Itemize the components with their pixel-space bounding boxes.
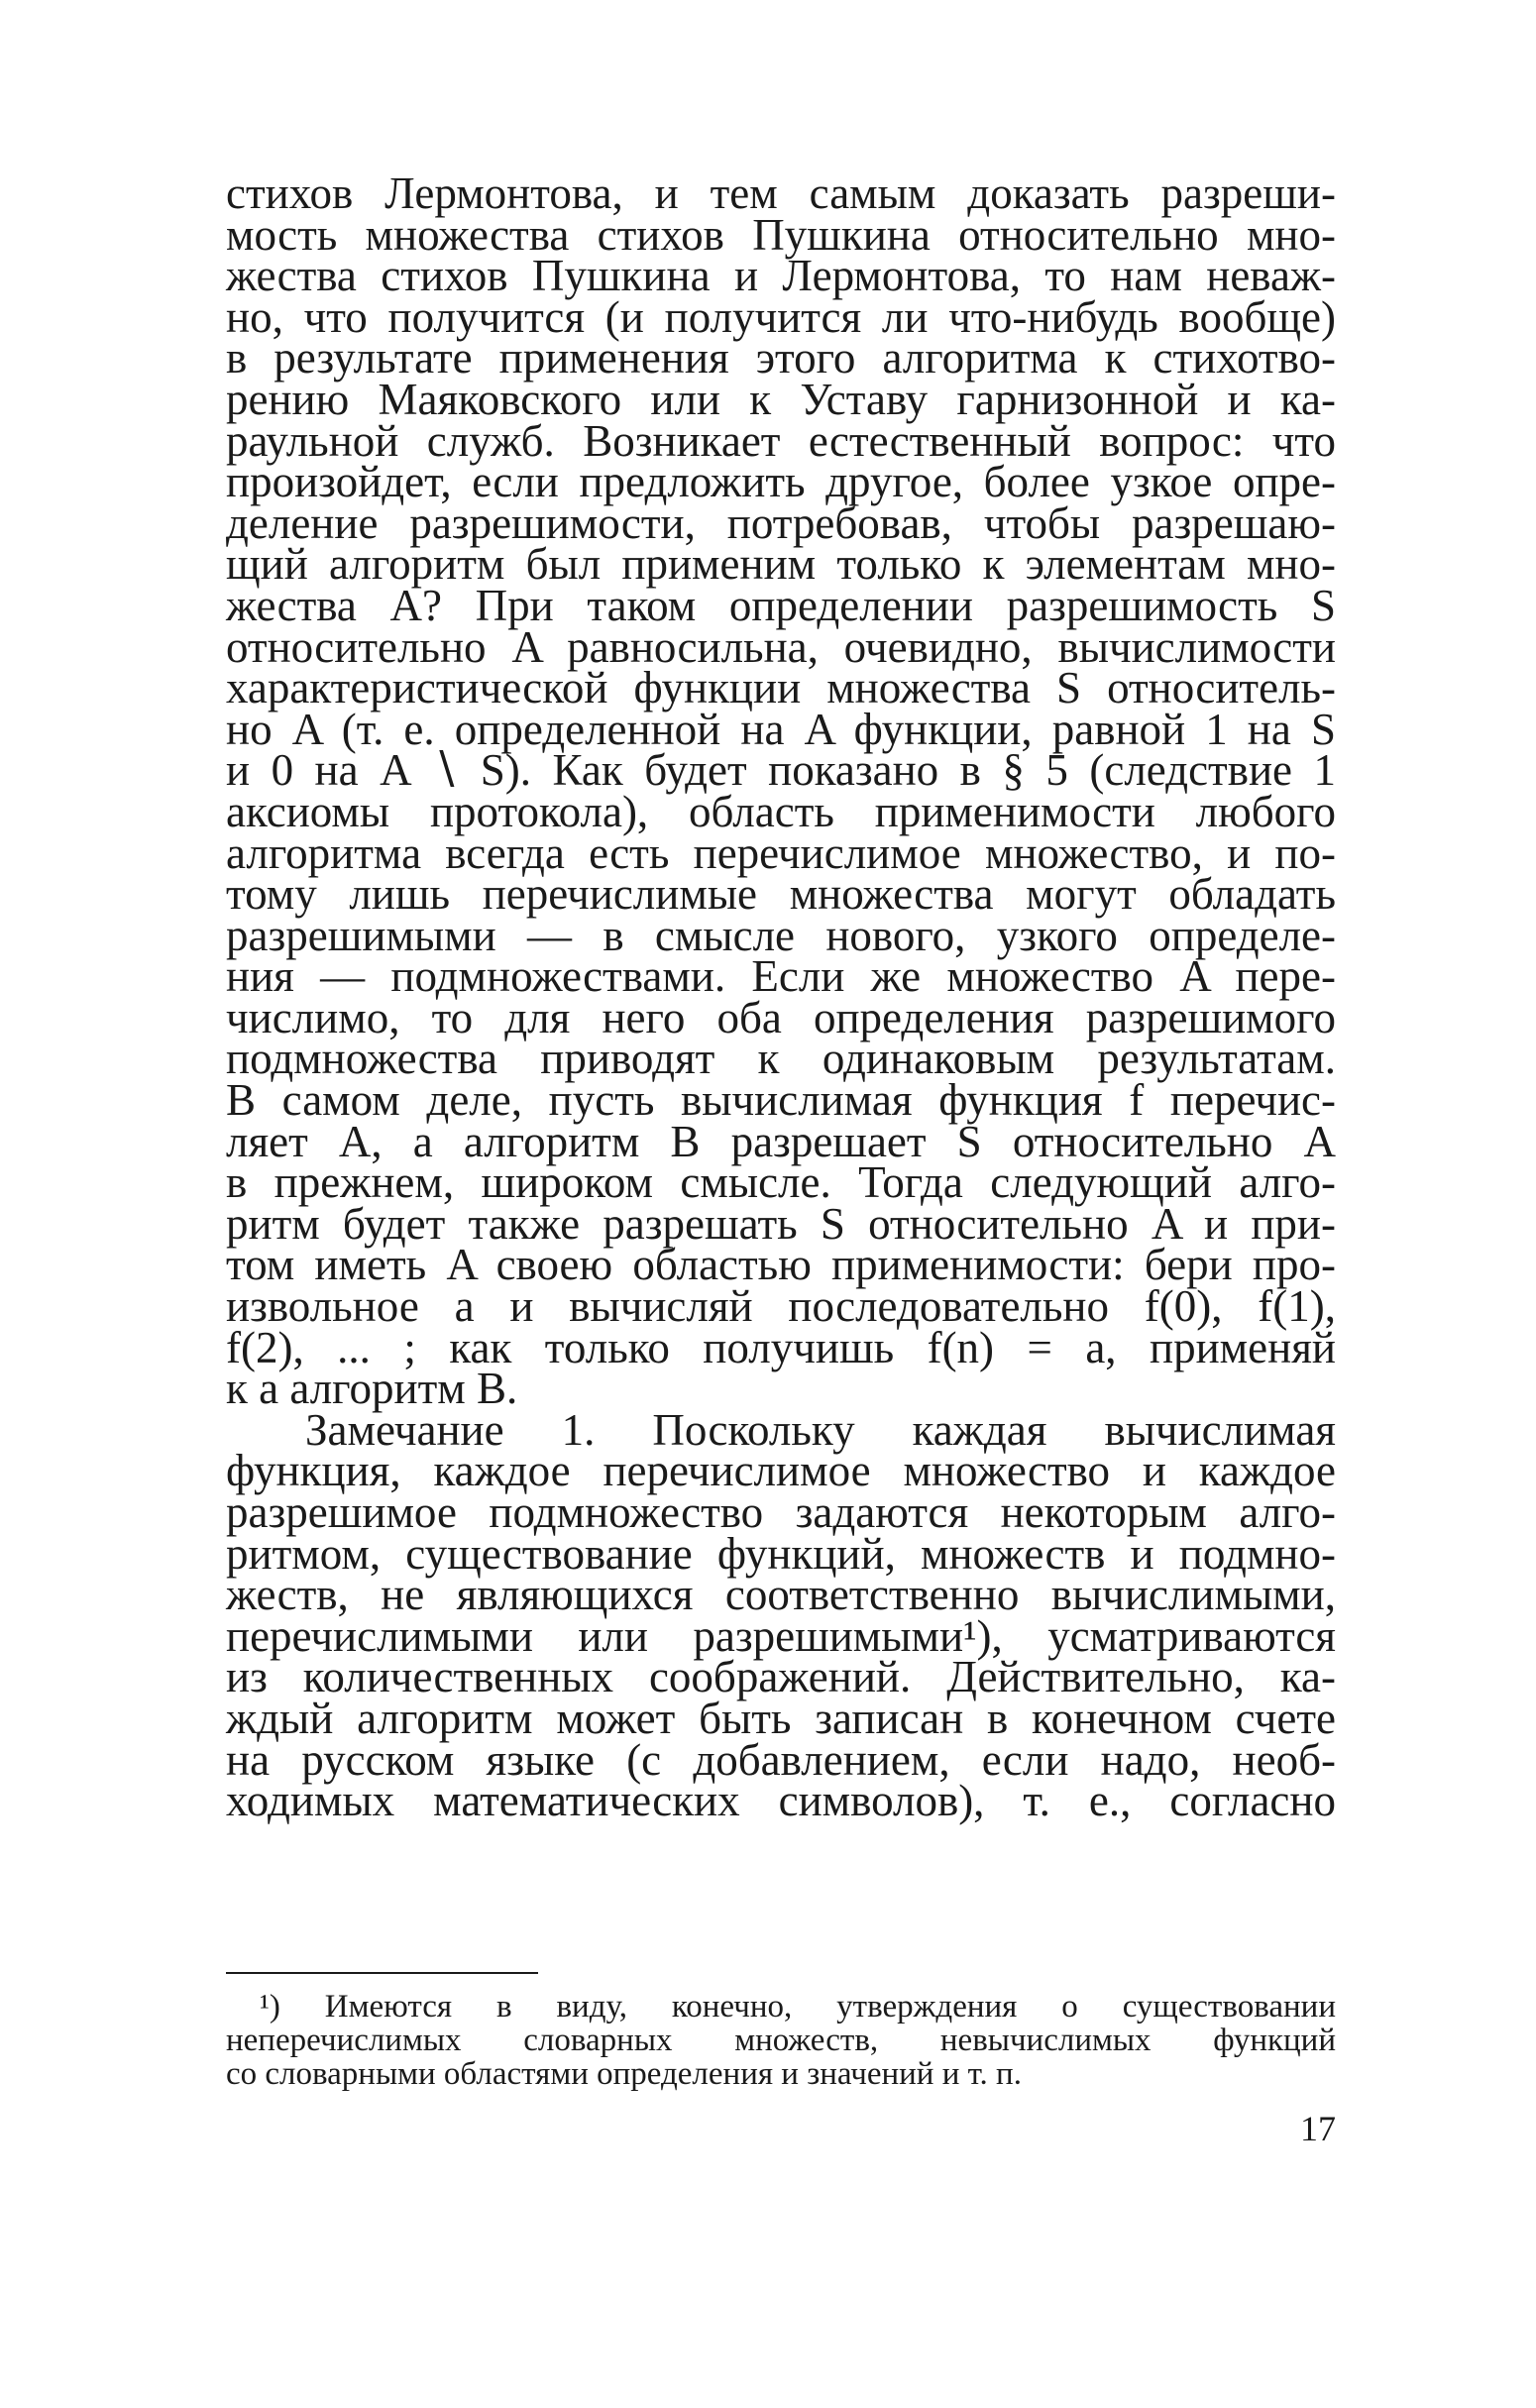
text-line: перечислимыми или разрешимыми¹), усматриваются [226, 1610, 1336, 1661]
text-line: относительно A равносильна, очевидно, вычислимости [226, 621, 1336, 672]
text-line: характеристической функции множества S относитель- [226, 663, 1336, 713]
text-line: и 0 на A ∖ S). Как будет показано в § 5 (следствие 1 [226, 745, 1336, 796]
text-line: произойдет, если предложить другое, более узкое опре- [226, 457, 1336, 507]
text-line: на русском языке (с добавлением, если надо, необ- [226, 1734, 1336, 1785]
text-line: в результате применения этого алгоритма к стихотво- [226, 333, 1336, 383]
text-line: разрешимое подмножество задаются некоторым алго- [226, 1487, 1336, 1537]
text-line: функция, каждое перечислимое множество и каждое [226, 1446, 1336, 1496]
footnote-line: со словарными областями определения и значений и т. п. [226, 2056, 1022, 2092]
text-line: f(2), ... ; как только получишь f(n) = a, применяй [226, 1322, 1336, 1372]
text-line: ния — подмножествами. Если же множество A пере- [226, 951, 1336, 1002]
text-line: ритм будет также разрешать S относительно A и при- [226, 1198, 1336, 1249]
text-line: рению Маяковского или к Уставу гарнизонной и ка- [226, 374, 1336, 424]
text-line: тому лишь перечислимые множества могут обладать [226, 869, 1336, 920]
text-line: деление разрешимости, потребовав, чтобы разрешаю- [226, 497, 1336, 548]
page-number: 17 [1300, 2109, 1336, 2148]
footnote-divider [226, 1972, 538, 1974]
footnote-line: ¹) Имеются в виду, конечно, утверждения о существовании [260, 1989, 1336, 2025]
text-line: жества A? При таком определении разрешимость S [226, 580, 1336, 630]
text-line: раульной служб. Возникает естественный вопрос: что [226, 415, 1336, 466]
text-line: в прежнем, широком смысле. Тогда следующий алго- [226, 1157, 1336, 1208]
text-line: ходимых математических символов), т. е., согласно [226, 1776, 1336, 1826]
text-line: разрешимыми — в смысле нового, узкого определе- [226, 910, 1336, 960]
text-line: к a алгоритм B. [226, 1364, 518, 1414]
footnote [226, 1990, 1336, 2091]
main-text [226, 168, 1336, 1826]
text-line: числимо, то для него оба определения разрешимого [226, 992, 1336, 1042]
text-line: мость множества стихов Пушкина относительно мно- [226, 209, 1336, 260]
remark-heading-line: Замечание 1. Поскольку каждая вычислимая [305, 1404, 1336, 1455]
text-line: ждый алгоритм может быть записан в конечном счете [226, 1693, 1336, 1743]
text-line: аксиомы протокола), область применимости любого [226, 786, 1336, 836]
text-line: из количественных соображений. Действительно, ка- [226, 1652, 1336, 1702]
text-line: извольное a и вычисляй последовательно f(0), f(1), [226, 1281, 1336, 1332]
text-line: но A (т. е. определенной на A функции, равной 1 на S [226, 704, 1336, 754]
text-line: В самом деле, пусть вычислимая функция f перечис- [226, 1075, 1336, 1126]
text-line: стихов Лермонтова, и тем самым доказать разреши- [226, 168, 1336, 218]
text-line: ритмом, существование функций, множеств и подмно- [226, 1528, 1336, 1579]
text-line: щий алгоритм был применим только к элементам мно- [226, 539, 1336, 590]
text-line: подмножества приводят к одинаковым результатам. [226, 1034, 1336, 1084]
text-line: алгоритма всегда есть перечислимое множество, и по- [226, 827, 1336, 878]
text-line: но, что получится (и получится ли что-нибудь вообще) [226, 291, 1336, 342]
text-line: жества стихов Пушкина и Лермонтова, то нам неваж- [226, 251, 1336, 301]
text-line: ляет A, а алгоритм B разрешает S относительно A [226, 1116, 1336, 1166]
text-line: том иметь A своею областью применимости: бери про- [226, 1240, 1336, 1290]
footnote-line: неперечислимых словарных множеств, невычислимых функций [226, 2023, 1336, 2058]
text-line: жеств, не являющихся соответственно вычислимыми, [226, 1570, 1336, 1620]
